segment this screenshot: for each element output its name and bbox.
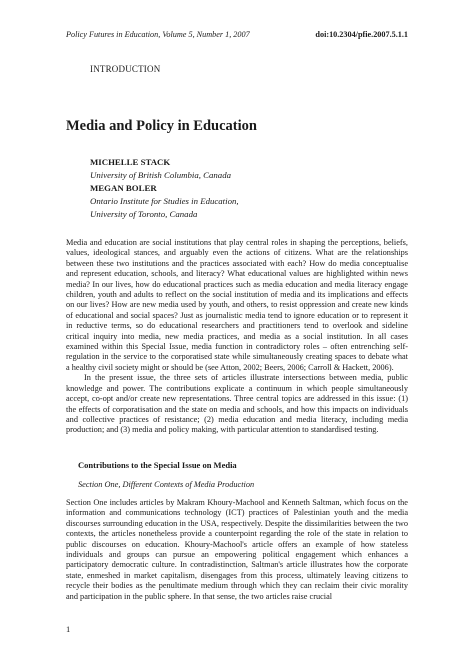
- intro-body: [66, 238, 408, 436]
- author-affiliation: Ontario Institute for Studies in Education,: [90, 196, 239, 206]
- section-heading: Contributions to the Special Issue on Media: [78, 460, 237, 470]
- page-number: 1: [66, 624, 71, 634]
- author-name: MEGAN BOLER: [90, 183, 157, 193]
- section-one-body: [66, 498, 408, 602]
- author-name: MICHELLE STACK: [90, 157, 171, 167]
- author-affiliation: University of Toronto, Canada: [90, 209, 198, 219]
- journal-citation: Policy Futures in Education, Volume 5, Number 1, 2007: [66, 30, 250, 39]
- paragraph: In the present issue, the three sets of articles illustrate intersections between media, public knowledge and power. The contributions explicate a continuum in which people simultaneously accept, co-opt and/or create new representations. Three central topics are addressed in this issue: (1) the effects of corporatisation and the state on media and schools, and how this impacts on individuals and collective practices of resistance; (2) media education and media literacy, including media production; and (3) media and policy making, with particular attention to standardised testing.: [66, 373, 408, 435]
- author-affiliation: University of British Columbia, Canada: [90, 170, 231, 180]
- article-title: Media and Policy in Education: [66, 118, 257, 134]
- paragraph: Media and education are social institutions that play central roles in shaping the perceptions, beliefs, values, ideological stances, and arguably even the actions of citizens. What are the relationships between these two institutions and the practices associated with each? How do media conceptualise and represent education, schools, and literacy? What educational values are highlighted within news media? In our lives, how do educational practices such as media education and media literacy engage children, youth and adults to reflect on the social institution of media and its implications and effects on our lives? How are new media used by youth, and others, to resist oppression and create new kinds of educational and social spaces? Just as journalistic media tend to ignore education or to represent it in reductive terms, so do educational researchers and practitioners tend to overlook and sideline critical inquiry into media, new media practices, and media as a social institution. In all cases examined within this Special Issue, media function in contradictory roles – often entrenching self-regulation in the service to the corporatised state while simultaneously creating spaces to debate what a healthy civil society might or should be (see Atton, 2002; Beers, 2006; Carroll & Hackett, 2006).: [66, 238, 408, 372]
- subsection-heading: Section One, Different Contexts of Media Production: [78, 480, 255, 489]
- doi: doi:10.2304/pfie.2007.5.1.1: [315, 30, 408, 39]
- section-label: INTRODUCTION: [90, 64, 161, 74]
- running-header: [66, 30, 408, 39]
- author-block: [90, 156, 239, 221]
- paragraph: Section One includes articles by Makram Khoury-Machool and Kenneth Saltman, which focus on the information and communications technology (ICT) practices of Palestinian youth and the media discourses surrounding education in the USA, respectively. Despite the dissimilarities between the two contexts, the articles nonetheless provide a counterpoint regarding the role of the state in relation to public discourses on education. Khoury-Machool's article offers an example of how stateless individuals and groups can pursue an empowering political engagement which enhances a participatory democratic culture. In contradistinction, Saltman's article illustrates how the corporate state, enmeshed in market capitalism, disengages from this process, ultimately leaving citizens to recycle their bodies as the penultimate medium through which they can reclaim their civic morality and participation in the public sphere. In that sense, the two articles raise crucial: [66, 498, 408, 601]
